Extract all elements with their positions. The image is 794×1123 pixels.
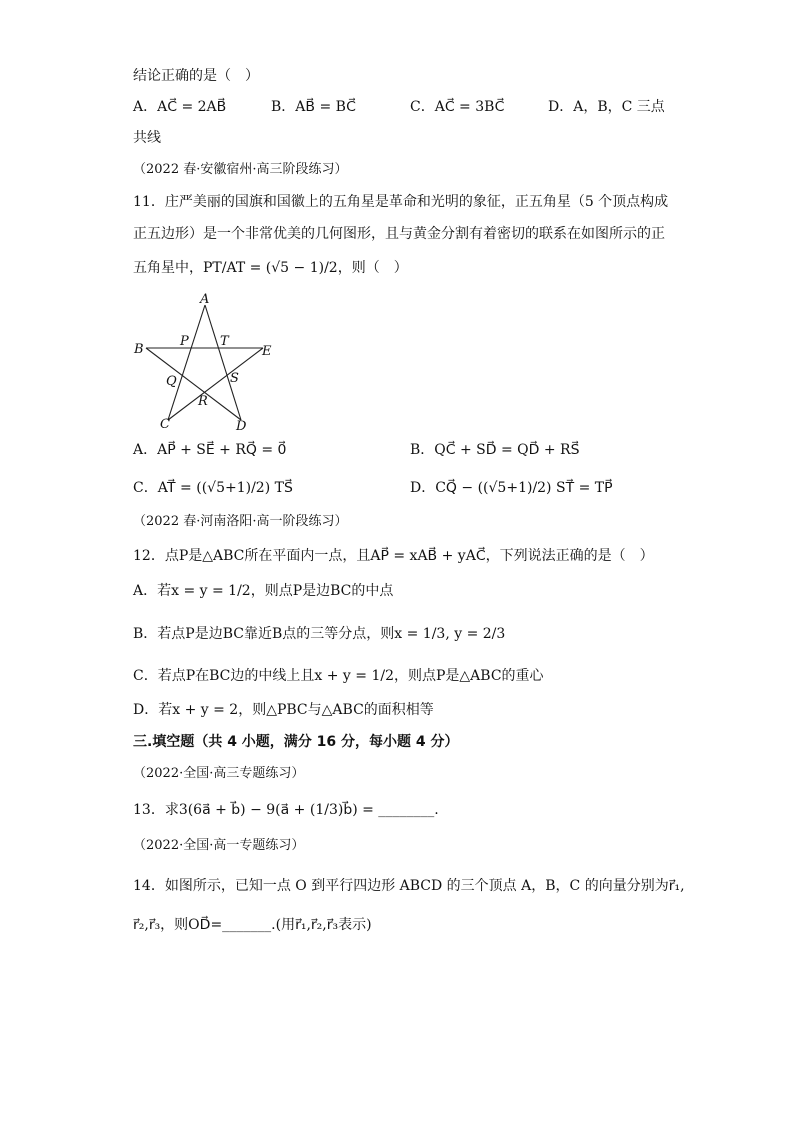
q13-source: （2022·全国·高三专题练习） [133,766,305,781]
q10-tail: 结论正确的是（ ） [133,68,259,84]
label-c: C [160,417,170,432]
q14-stem-line-1: 14．如图所示，已知一点 O 到平行四边形 ABCD 的三个顶点 A，B，C 的向量分别为r⃗₁, [133,878,685,894]
q11-option-a: A．AP⃗ + SE⃗ + RQ⃗ = 0⃗ [133,442,287,458]
q12-option-b: B．若点P是边BC靠近B点的三等分点，则x = 1/3, y = 2/3 [133,626,506,642]
q12-stem: 12．点P是△ABC所在平面内一点，且AP⃗ = xAB⃗ + yAC⃗，下列说法正确的是（ ） [133,548,654,564]
star-edge-b-d [146,348,241,420]
label-q: Q [166,374,177,389]
q11-source: （2022 春·安徽宿州·高三阶段练习） [133,162,348,177]
q12-option-a: A．若x = y = 1/2，则点P是边BC的中点 [133,583,394,599]
label-b: B [134,342,144,357]
section-3-heading: 三.填空题（共 4 小题，满分 16 分，每小题 4 分） [133,734,459,750]
star-edge-e-c [168,348,263,420]
q10-option-a: A．AC⃗ = 2AB⃗ [133,99,227,115]
label-r: R [198,394,208,409]
label-a: A [200,292,210,307]
star-edge-a-d [205,305,241,420]
q11-option-d: D．CQ⃗ − ((√5+1)/2) ST⃗ = TP⃗ [410,480,613,496]
q11-stem-line-1: 11．庄严美丽的国旗和国徽上的五角星是革命和光明的象征，正五角星（5 个顶点构成 [133,194,669,210]
label-p: P [180,334,189,349]
q11-stem-line-2: 正五边形）是一个非常优美的几何图形，且与黄金分割有着密切的联系在如图所示的正 [133,226,665,242]
label-e: E [262,344,272,359]
q10-option-d: D．A，B，C 三点 [548,99,665,115]
label-t: T [220,334,229,349]
q14-source: （2022·全国·高一专题练习） [133,838,305,853]
q11-stem-line-3: 五角星中，PT/AT = (√5 − 1)/2，则（ ） [133,260,408,276]
q10-option-d-wrap: 共线 [133,130,161,146]
q13-stem: 13．求3(6a⃗ + b⃗) − 9(a⃗ + (1/3)b⃗) = ________. [133,802,439,818]
label-d: D [236,419,247,434]
q10-option-c: C．AC⃗ = 3BC⃗ [410,99,505,115]
q12-source: （2022 春·河南洛阳·高一阶段练习） [133,514,348,529]
label-s: S [230,371,239,386]
q12-option-d: D．若x + y = 2，则△PBC与△ABC的面积相等 [133,702,434,718]
pentagram-figure [130,290,290,435]
q10-option-b: B．AB⃗ = BC⃗ [271,99,356,115]
q14-stem-line-2: r⃗₂,r⃗₃，则OD⃗=_______.(用r⃗₁,r⃗₂,r⃗₃表示) [133,917,372,933]
q11-option-b: B．QC⃗ + SD⃗ = QD⃗ + RS⃗ [410,442,580,458]
q12-option-c: C．若点P在BC边的中线上且x + y = 1/2，则点P是△ABC的重心 [133,668,544,684]
q11-option-c: C．AT⃗ = ((√5+1)/2) TS⃗ [133,480,293,496]
